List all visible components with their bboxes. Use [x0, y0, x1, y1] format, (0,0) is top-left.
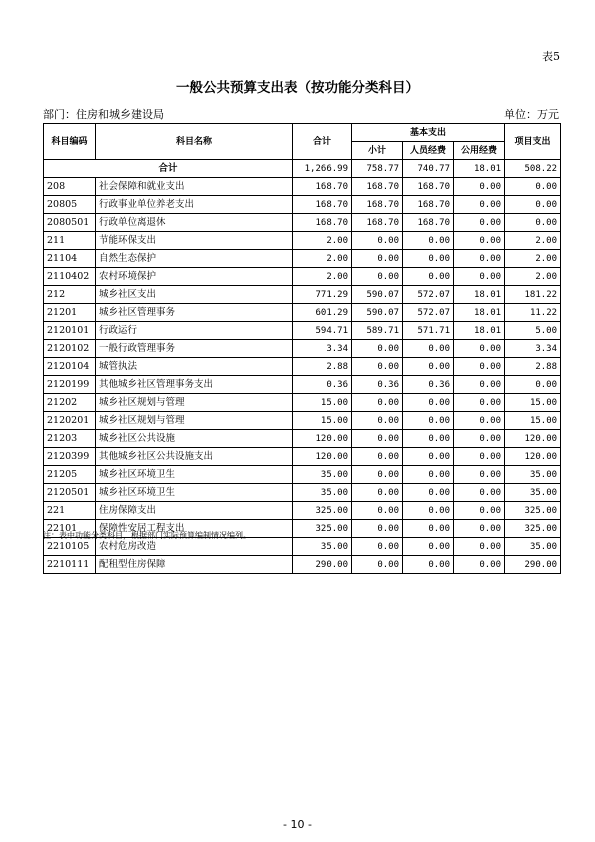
- row-subtotal: 0.00: [352, 466, 403, 484]
- row-name: 自然生态保护: [96, 250, 293, 268]
- table-row: [44, 430, 561, 448]
- row-public: 0.00: [454, 466, 505, 484]
- row-name: 其他城乡社区管理事务支出: [96, 376, 293, 394]
- table-row: [44, 466, 561, 484]
- row-name: 城管执法: [96, 358, 293, 376]
- row-subtotal: 0.00: [352, 394, 403, 412]
- page-number: - 10 -: [283, 818, 312, 831]
- row-code: 212: [44, 286, 96, 304]
- row-name: 城乡社区支出: [96, 286, 293, 304]
- row-public: 0.00: [454, 394, 505, 412]
- row-subtotal: 0.00: [352, 484, 403, 502]
- header-basic: 基本支出: [352, 124, 505, 142]
- row-project: 11.22: [505, 304, 561, 322]
- row-public: 0.00: [454, 232, 505, 250]
- table-row: [44, 232, 561, 250]
- row-public: 0.00: [454, 358, 505, 376]
- table-row: [44, 214, 561, 232]
- table-row: [44, 250, 561, 268]
- row-total: 290.00: [293, 556, 352, 574]
- row-subtotal: 0.00: [352, 502, 403, 520]
- row-personnel: 0.00: [403, 502, 454, 520]
- row-public: 0.00: [454, 412, 505, 430]
- row-name: 城乡社区公共设施: [96, 430, 293, 448]
- row-personnel: 0.00: [403, 268, 454, 286]
- table-row: [44, 286, 561, 304]
- row-personnel: 0.00: [403, 250, 454, 268]
- expenditure-table: [43, 123, 561, 574]
- total-label: 合计: [44, 160, 293, 178]
- row-name: 行政单位离退休: [96, 214, 293, 232]
- row-total: 2.00: [293, 268, 352, 286]
- header-personnel: 人员经费: [403, 142, 454, 160]
- row-name: 节能环保支出: [96, 232, 293, 250]
- table-row: [44, 448, 561, 466]
- row-total: 168.70: [293, 178, 352, 196]
- row-personnel: 168.70: [403, 214, 454, 232]
- row-personnel: 572.07: [403, 286, 454, 304]
- row-subtotal: 0.00: [352, 250, 403, 268]
- header-total: 合计: [293, 124, 352, 160]
- row-personnel: 0.00: [403, 340, 454, 358]
- row-total: 601.29: [293, 304, 352, 322]
- row-public: 0.00: [454, 502, 505, 520]
- row-subtotal: 0.00: [352, 448, 403, 466]
- row-public: 0.00: [454, 520, 505, 538]
- row-project: 181.22: [505, 286, 561, 304]
- row-code: 2120101: [44, 322, 96, 340]
- row-name: 城乡社区管理事务: [96, 304, 293, 322]
- table-row: [44, 502, 561, 520]
- total-subtotal: 758.77: [352, 160, 403, 178]
- row-project: 325.00: [505, 502, 561, 520]
- table-row: [44, 484, 561, 502]
- row-name: 社会保障和就业支出: [96, 178, 293, 196]
- row-project: 35.00: [505, 538, 561, 556]
- row-code: 2120104: [44, 358, 96, 376]
- row-total: 2.00: [293, 232, 352, 250]
- header-subtotal: 小计: [352, 142, 403, 160]
- row-project: 2.88: [505, 358, 561, 376]
- row-public: 0.00: [454, 250, 505, 268]
- row-project: 2.00: [505, 232, 561, 250]
- row-public: 18.01: [454, 304, 505, 322]
- total-public: 18.01: [454, 160, 505, 178]
- row-name: 城乡社区环境卫生: [96, 466, 293, 484]
- row-project: 3.34: [505, 340, 561, 358]
- row-personnel: 0.00: [403, 466, 454, 484]
- row-name: 其他城乡社区公共设施支出: [96, 448, 293, 466]
- row-name: 配租型住房保障: [96, 556, 293, 574]
- row-code: 2210105: [44, 538, 96, 556]
- row-personnel: 0.00: [403, 538, 454, 556]
- row-project: 15.00: [505, 412, 561, 430]
- row-public: 0.00: [454, 376, 505, 394]
- table-row: [44, 358, 561, 376]
- table-row: [44, 376, 561, 394]
- row-personnel: 571.71: [403, 322, 454, 340]
- row-name: 行政运行: [96, 322, 293, 340]
- row-subtotal: 590.07: [352, 304, 403, 322]
- row-total: 0.36: [293, 376, 352, 394]
- row-subtotal: 0.00: [352, 268, 403, 286]
- row-name: 住房保障支出: [96, 502, 293, 520]
- row-project: 325.00: [505, 520, 561, 538]
- row-personnel: 0.00: [403, 448, 454, 466]
- row-name: 保障性安居工程支出: [96, 520, 293, 538]
- row-total: 325.00: [293, 502, 352, 520]
- row-project: 35.00: [505, 466, 561, 484]
- row-total: 594.71: [293, 322, 352, 340]
- row-code: 21205: [44, 466, 96, 484]
- table-header: [44, 124, 561, 160]
- row-code: 211: [44, 232, 96, 250]
- row-name: 农村环境保护: [96, 268, 293, 286]
- row-code: 2120399: [44, 448, 96, 466]
- row-personnel: 0.00: [403, 556, 454, 574]
- row-subtotal: 168.70: [352, 178, 403, 196]
- table-row: [44, 340, 561, 358]
- row-personnel: 0.00: [403, 520, 454, 538]
- total-total: 1,266.99: [293, 160, 352, 178]
- row-code: 2080501: [44, 214, 96, 232]
- row-code: 2120201: [44, 412, 96, 430]
- row-public: 0.00: [454, 340, 505, 358]
- row-name: 行政事业单位养老支出: [96, 196, 293, 214]
- row-personnel: 0.00: [403, 484, 454, 502]
- row-code: 2120102: [44, 340, 96, 358]
- table-row: [44, 556, 561, 574]
- row-personnel: 0.00: [403, 358, 454, 376]
- row-total: 2.00: [293, 250, 352, 268]
- row-subtotal: 590.07: [352, 286, 403, 304]
- total-project: 508.22: [505, 160, 561, 178]
- row-personnel: 0.00: [403, 412, 454, 430]
- row-code: 2110402: [44, 268, 96, 286]
- table-row: [44, 394, 561, 412]
- row-name: 城乡社区环境卫生: [96, 484, 293, 502]
- unit-label: 单位：万元: [504, 108, 559, 121]
- table-number-label: 表5: [542, 50, 560, 63]
- row-public: 18.01: [454, 322, 505, 340]
- header-code: 科目编码: [44, 124, 96, 160]
- table-body: [44, 160, 561, 574]
- row-total: 325.00: [293, 520, 352, 538]
- table-row: [44, 196, 561, 214]
- row-personnel: 168.70: [403, 178, 454, 196]
- row-personnel: 0.36: [403, 376, 454, 394]
- row-personnel: 168.70: [403, 196, 454, 214]
- row-subtotal: 0.00: [352, 412, 403, 430]
- row-subtotal: 0.00: [352, 520, 403, 538]
- row-total: 35.00: [293, 538, 352, 556]
- row-total: 35.00: [293, 484, 352, 502]
- row-project: 290.00: [505, 556, 561, 574]
- row-project: 2.00: [505, 250, 561, 268]
- row-project: 2.00: [505, 268, 561, 286]
- row-total: 15.00: [293, 394, 352, 412]
- header-project: 项目支出: [505, 124, 561, 160]
- row-project: 35.00: [505, 484, 561, 502]
- row-code: 21203: [44, 430, 96, 448]
- row-code: 22101: [44, 520, 96, 538]
- row-personnel: 0.00: [403, 394, 454, 412]
- row-code: 2210111: [44, 556, 96, 574]
- row-code: 21201: [44, 304, 96, 322]
- row-project: 120.00: [505, 430, 561, 448]
- row-total: 771.29: [293, 286, 352, 304]
- row-subtotal: 168.70: [352, 196, 403, 214]
- row-personnel: 572.07: [403, 304, 454, 322]
- row-total: 35.00: [293, 466, 352, 484]
- row-public: 0.00: [454, 430, 505, 448]
- row-total: 120.00: [293, 448, 352, 466]
- row-public: 0.00: [454, 538, 505, 556]
- row-total: 168.70: [293, 214, 352, 232]
- table-row: [44, 412, 561, 430]
- row-code: 221: [44, 502, 96, 520]
- row-total: 120.00: [293, 430, 352, 448]
- row-total: 168.70: [293, 196, 352, 214]
- row-total: 2.88: [293, 358, 352, 376]
- row-project: 0.00: [505, 214, 561, 232]
- row-code: 20805: [44, 196, 96, 214]
- row-subtotal: 0.00: [352, 340, 403, 358]
- row-personnel: 0.00: [403, 232, 454, 250]
- department-label: 部门：住房和城乡建设局: [43, 108, 164, 121]
- row-subtotal: 0.00: [352, 358, 403, 376]
- row-subtotal: 0.00: [352, 430, 403, 448]
- row-subtotal: 0.00: [352, 556, 403, 574]
- row-personnel: 0.00: [403, 430, 454, 448]
- table-row: [44, 268, 561, 286]
- page-title: 一般公共预算支出表（按功能分类科目）: [176, 80, 419, 96]
- row-code: 21104: [44, 250, 96, 268]
- row-name: 城乡社区规划与管理: [96, 412, 293, 430]
- row-public: 0.00: [454, 268, 505, 286]
- total-personnel: 740.77: [403, 160, 454, 178]
- row-name: 农村危房改造: [96, 538, 293, 556]
- total-row: [44, 160, 561, 178]
- row-project: 0.00: [505, 376, 561, 394]
- header-public: 公用经费: [454, 142, 505, 160]
- row-subtotal: 0.36: [352, 376, 403, 394]
- footnote: 注：表中功能分类科目，根据部门实际预算编制情况编列。: [43, 531, 251, 540]
- row-subtotal: 589.71: [352, 322, 403, 340]
- row-subtotal: 168.70: [352, 214, 403, 232]
- header-name: 科目名称: [96, 124, 293, 160]
- row-public: 18.01: [454, 286, 505, 304]
- row-project: 0.00: [505, 196, 561, 214]
- row-public: 0.00: [454, 178, 505, 196]
- row-code: 21202: [44, 394, 96, 412]
- row-name: 城乡社区规划与管理: [96, 394, 293, 412]
- row-project: 120.00: [505, 448, 561, 466]
- row-public: 0.00: [454, 214, 505, 232]
- row-subtotal: 0.00: [352, 538, 403, 556]
- row-code: 2120501: [44, 484, 96, 502]
- row-code: 208: [44, 178, 96, 196]
- table-row: [44, 322, 561, 340]
- row-total: 15.00: [293, 412, 352, 430]
- row-public: 0.00: [454, 448, 505, 466]
- row-subtotal: 0.00: [352, 232, 403, 250]
- row-public: 0.00: [454, 556, 505, 574]
- table-row: [44, 304, 561, 322]
- table-row: [44, 178, 561, 196]
- row-total: 3.34: [293, 340, 352, 358]
- row-name: 一般行政管理事务: [96, 340, 293, 358]
- row-project: 15.00: [505, 394, 561, 412]
- row-public: 0.00: [454, 484, 505, 502]
- row-project: 5.00: [505, 322, 561, 340]
- row-code: 2120199: [44, 376, 96, 394]
- row-project: 0.00: [505, 178, 561, 196]
- row-public: 0.00: [454, 196, 505, 214]
